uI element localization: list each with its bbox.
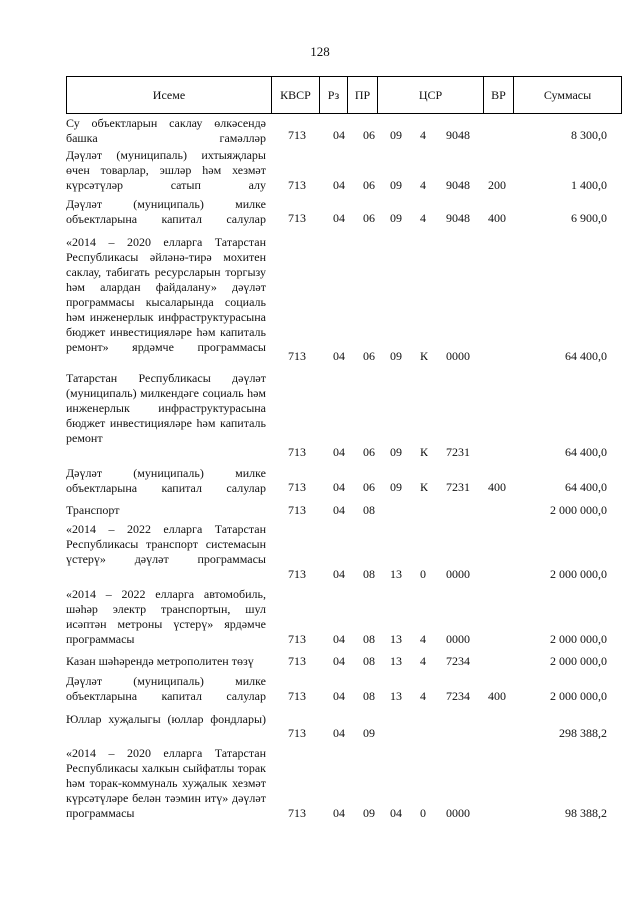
header-name: Исеме [67,77,272,113]
row-sum: 98 388,2 [565,806,607,820]
row-pr: 09 [363,726,375,740]
row-rz: 04 [333,654,345,668]
row-vr: 200 [488,178,506,192]
row-name: Казан шәһәрендә метрополитен төзү [66,654,254,668]
row-kvsr: 713 [288,689,306,703]
row-pr: 06 [363,128,375,142]
row-kvsr: 713 [288,806,306,820]
row-csr-3: 0000 [446,806,470,820]
row-sum: 8 300,0 [571,128,607,142]
row-sum: 2 000 000,0 [550,632,607,646]
row-rz: 04 [333,349,345,363]
row-csr-2: К [420,480,429,494]
row-kvsr: 713 [288,349,306,363]
row-rz: 04 [333,567,345,581]
row-csr-2: 4 [420,654,426,668]
row-sum: 6 900,0 [571,211,607,225]
row-pr: 06 [363,178,375,192]
row-name: «2014 – 2020 елларга Татарстан Республикасы әйләнә-тирә мохитен саклау, табигать ресурсларын торгызу һәм алардан файдалану» дәүләт программасы кысаларында социаль һәм инженерлык инфраструктурасына бюджет инвестицияләре һәм капиталь ремонт» ярдәмче программасы [66,235,266,354]
row-csr-2: 4 [420,689,426,703]
row-name: Татарстан Республикасы дәүләт (муниципаль) милкендәге социаль һәм инженерлык инфраструктурасына бюджет инвестицияләре һәм капиталь ремонт [66,371,266,445]
row-rz: 04 [333,480,345,494]
row-rz: 04 [333,806,345,820]
header-sum: Суммасы [543,88,592,102]
row-kvsr: 713 [288,178,306,192]
row-csr-3: 9048 [446,128,470,142]
row-kvsr: 713 [288,632,306,646]
row-sum: 2 000 000,0 [550,654,607,668]
row-pr: 06 [363,445,375,459]
row-kvsr: 713 [288,480,306,494]
row-pr: 06 [363,480,375,494]
row-csr-3: 7234 [446,689,470,703]
row-pr: 08 [363,689,375,703]
row-vr: 400 [488,211,506,225]
row-csr-3: 0000 [446,632,470,646]
row-name: «2014 – 2022 елларга Татарстан Республикасы транспорт системасын үстерү» дәүләт программасы [66,522,266,566]
row-csr-2: 4 [420,178,426,192]
row-sum: 1 400,0 [571,178,607,192]
row-pr: 06 [363,349,375,363]
row-pr: 08 [363,632,375,646]
row-csr-1: 09 [390,178,402,192]
row-name: «2014 – 2020 елларга Татарстан Республикасы халкын сыйфатлы торак һәм торак-коммуналь хуҗалык хезмәт күрсәтүләре белән тәэмин итү» дәүләт программасы [66,746,266,820]
row-csr-3: 9048 [446,178,470,192]
row-kvsr: 713 [288,211,306,225]
header-rz: Рз [320,77,348,113]
row-pr: 08 [363,503,375,517]
row-sum: 2 000 000,0 [550,689,607,703]
row-csr-1: 09 [390,211,402,225]
row-csr-2: 4 [420,128,426,142]
page-number: 128 [310,44,330,59]
row-csr-3: 7234 [446,654,470,668]
row-sum: 2 000 000,0 [550,567,607,581]
header-pr: ПР [348,77,378,113]
row-vr: 400 [488,689,506,703]
row-kvsr: 713 [288,128,306,142]
row-pr: 08 [363,654,375,668]
row-csr-2: К [420,349,429,363]
row-sum: 298 388,2 [559,726,607,740]
row-rz: 04 [333,211,345,225]
row-name: Дәүләт (муниципаль) ихтыяҗлары өчен товарлар, эшләр һәм хезмәт күрсәтүләр сатып алу [66,148,266,192]
row-rz: 04 [333,726,345,740]
row-csr-2: 4 [420,632,426,646]
row-rz: 04 [333,178,345,192]
row-name: Су объектларын саклау өлкәсендә башка гамәлләр [66,116,266,145]
row-name: Дәүләт (муниципаль) милке объектларына капитал салулар [66,466,266,495]
row-csr-1: 09 [390,445,402,459]
row-csr-1: 09 [390,128,402,142]
row-sum: 64 400,0 [565,445,607,459]
row-csr-3: 7231 [446,445,470,459]
row-sum: 64 400,0 [565,480,607,494]
row-csr-3: 0000 [446,567,470,581]
row-csr-3: 9048 [446,211,470,225]
row-csr-1: 13 [390,654,402,668]
row-rz: 04 [333,503,345,517]
row-name: «2014 – 2022 елларга автомобиль, шәһәр электр транспортын, шул исәптән метроны үстерү» ярдәмче программасы [66,587,266,646]
row-csr-1: 13 [390,567,402,581]
row-csr-2: 0 [420,806,426,820]
row-kvsr: 713 [288,654,306,668]
row-csr-2: 0 [420,567,426,581]
row-kvsr: 713 [288,503,306,517]
row-name: Транспорт [66,503,120,517]
row-kvsr: 713 [288,445,306,459]
row-pr: 06 [363,211,375,225]
row-rz: 04 [333,445,345,459]
row-csr-1: 09 [390,349,402,363]
row-kvsr: 713 [288,567,306,581]
header-vr: ВР [484,77,514,113]
row-name: Дәүләт (муниципаль) милке объектларына капитал салулар [66,674,266,703]
row-csr-1: 13 [390,632,402,646]
row-pr: 08 [363,567,375,581]
row-csr-1: 09 [390,480,402,494]
row-rz: 04 [333,632,345,646]
header-csr: ЦСР [378,77,484,113]
row-sum: 2 000 000,0 [550,503,607,517]
row-rz: 04 [333,689,345,703]
row-name: Дәүләт (муниципаль) милке объектларына капитал салулар [66,197,266,226]
row-csr-3: 0000 [446,349,470,363]
row-csr-2: К [420,445,429,459]
row-sum: 64 400,0 [565,349,607,363]
row-csr-3: 7231 [446,480,470,494]
row-kvsr: 713 [288,726,306,740]
row-vr: 400 [488,480,506,494]
header-kvsr: КВСР [272,77,320,113]
row-csr-1: 04 [390,806,402,820]
row-rz: 04 [333,128,345,142]
row-csr-2: 4 [420,211,426,225]
row-name: Юллар хуҗалыгы (юллар фондлары) [66,712,266,726]
table-header [66,76,622,114]
row-pr: 09 [363,806,375,820]
row-csr-1: 13 [390,689,402,703]
